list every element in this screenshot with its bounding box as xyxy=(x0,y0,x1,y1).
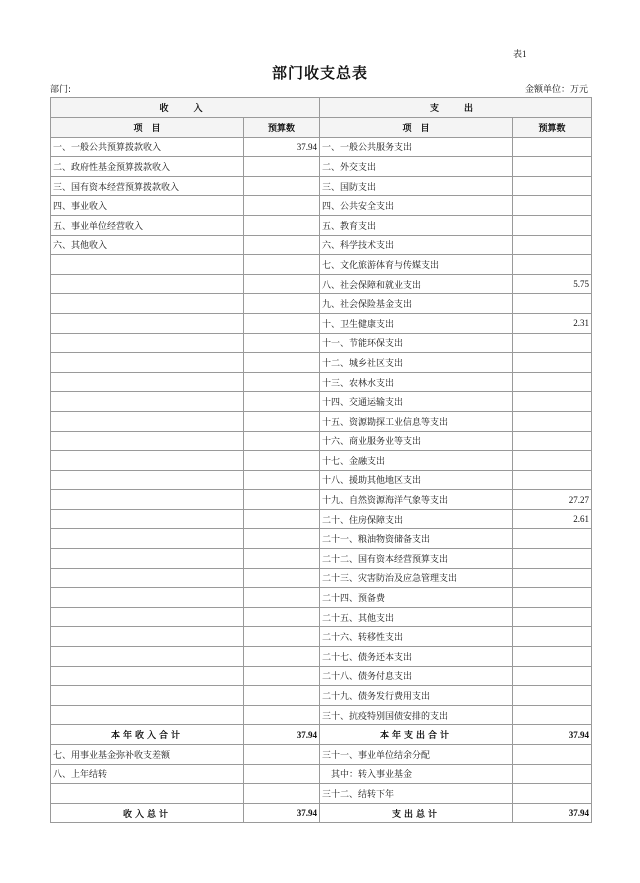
income-amount-cell xyxy=(244,294,320,314)
table-row xyxy=(51,784,592,804)
expense-item-cell: 二十、住房保障支出 xyxy=(320,509,513,529)
income-total-value: 37.94 xyxy=(244,725,320,745)
income-budget-header: 预算数 xyxy=(244,118,320,138)
expense-amount-cell xyxy=(513,137,592,157)
income-amount-cell xyxy=(244,647,320,667)
expense-item-cell: 二十七、债务还本支出 xyxy=(320,647,513,667)
expense-amount-cell xyxy=(513,215,592,235)
income-header: 收 入 xyxy=(51,98,320,118)
expense-total-label: 本年支出合计 xyxy=(320,725,513,745)
income-item-cell xyxy=(51,647,244,667)
expense-item-cell: 三十二、结转下年 xyxy=(320,784,513,804)
table-row xyxy=(51,647,592,667)
expense-amount-cell: 2.31 xyxy=(513,313,592,333)
income-amount-cell xyxy=(244,470,320,490)
income-item-cell xyxy=(51,784,244,804)
income-amount-cell xyxy=(244,392,320,412)
budget-summary-table xyxy=(50,97,592,823)
income-item-cell xyxy=(51,490,244,510)
expense-amount-cell xyxy=(513,686,592,706)
income-item-header: 项 目 xyxy=(51,118,244,138)
expense-item-cell: 六、科学技术支出 xyxy=(320,235,513,255)
table-row xyxy=(51,705,592,725)
expense-item-cell: 八、社会保障和就业支出 xyxy=(320,274,513,294)
table-row xyxy=(51,470,592,490)
table-row xyxy=(51,176,592,196)
income-item-cell xyxy=(51,333,244,353)
table-row xyxy=(51,196,592,216)
expense-amount-cell xyxy=(513,392,592,412)
expense-amount-cell xyxy=(513,431,592,451)
table-row xyxy=(51,764,592,784)
income-item-cell xyxy=(51,588,244,608)
year-total-row xyxy=(51,725,592,745)
table-row xyxy=(51,509,592,529)
expense-item-cell: 二十一、粮油物资储备支出 xyxy=(320,529,513,549)
income-total-label: 收入总计 xyxy=(51,803,244,823)
expense-item-cell: 二、外交支出 xyxy=(320,157,513,177)
expense-budget-header: 预算数 xyxy=(513,118,592,138)
income-amount-cell xyxy=(244,607,320,627)
expense-amount-cell xyxy=(513,176,592,196)
income-amount-cell xyxy=(244,235,320,255)
expense-item-cell: 二十四、预备费 xyxy=(320,588,513,608)
income-amount-cell xyxy=(244,509,320,529)
expense-amount-cell: 27.27 xyxy=(513,490,592,510)
expense-item-cell: 三十、抗疫特别国债安排的支出 xyxy=(320,705,513,725)
expense-header: 支 出 xyxy=(320,98,592,118)
table-row xyxy=(51,333,592,353)
income-amount-cell xyxy=(244,764,320,784)
income-item-cell: 三、国有资本经营预算拨款收入 xyxy=(51,176,244,196)
income-amount-cell xyxy=(244,196,320,216)
income-amount-cell xyxy=(244,431,320,451)
expense-amount-cell xyxy=(513,647,592,667)
table-row xyxy=(51,255,592,275)
income-amount-cell: 37.94 xyxy=(244,137,320,157)
expense-total-label: 支出总计 xyxy=(320,803,513,823)
income-item-cell xyxy=(51,509,244,529)
income-item-cell xyxy=(51,372,244,392)
income-item-cell: 一、一般公共预算拨款收入 xyxy=(51,137,244,157)
expense-amount-cell xyxy=(513,294,592,314)
income-amount-cell xyxy=(244,372,320,392)
expense-item-cell: 四、公共安全支出 xyxy=(320,196,513,216)
expense-item-cell: 三、国防支出 xyxy=(320,176,513,196)
expense-amount-cell: 5.75 xyxy=(513,274,592,294)
income-item-cell xyxy=(51,627,244,647)
expense-item-cell: 十五、资源勘探工业信息等支出 xyxy=(320,411,513,431)
expense-amount-cell xyxy=(513,255,592,275)
table-row xyxy=(51,490,592,510)
unit-label: 金额单位：万元 xyxy=(524,85,588,95)
expense-item-cell: 十八、援助其他地区支出 xyxy=(320,470,513,490)
expense-amount-cell xyxy=(513,784,592,804)
income-item-cell xyxy=(51,353,244,373)
column-header-row xyxy=(51,118,592,138)
expense-amount-cell xyxy=(513,451,592,471)
section-header-row xyxy=(51,98,592,118)
income-item-cell xyxy=(51,313,244,333)
income-amount-cell xyxy=(244,157,320,177)
income-amount-cell xyxy=(244,353,320,373)
income-amount-cell xyxy=(244,313,320,333)
income-item-cell xyxy=(51,392,244,412)
income-item-cell xyxy=(51,411,244,431)
table-row xyxy=(51,274,592,294)
expense-item-cell: 二十五、其他支出 xyxy=(320,607,513,627)
expense-item-cell: 十四、交通运输支出 xyxy=(320,392,513,412)
expense-item-cell: 其中：转入事业基金 xyxy=(320,764,513,784)
expense-item-cell: 一、一般公共服务支出 xyxy=(320,137,513,157)
expense-amount-cell xyxy=(513,529,592,549)
income-item-cell xyxy=(51,686,244,706)
table-row xyxy=(51,294,592,314)
income-item-cell: 八、上年结转 xyxy=(51,764,244,784)
table-row xyxy=(51,666,592,686)
expense-amount-cell xyxy=(513,588,592,608)
expense-item-cell: 十一、节能环保支出 xyxy=(320,333,513,353)
income-amount-cell xyxy=(244,686,320,706)
table-row xyxy=(51,549,592,569)
table-row xyxy=(51,313,592,333)
table-row xyxy=(51,137,592,157)
expense-amount-cell xyxy=(513,470,592,490)
expense-amount-cell xyxy=(513,666,592,686)
expense-amount-cell xyxy=(513,353,592,373)
income-item-cell xyxy=(51,255,244,275)
income-amount-cell xyxy=(244,666,320,686)
expense-item-cell: 十七、金融支出 xyxy=(320,451,513,471)
income-amount-cell xyxy=(244,490,320,510)
income-amount-cell xyxy=(244,333,320,353)
expense-amount-cell xyxy=(513,333,592,353)
table-row xyxy=(51,353,592,373)
income-amount-cell xyxy=(244,549,320,569)
income-item-cell xyxy=(51,666,244,686)
table-row xyxy=(51,215,592,235)
income-item-cell xyxy=(51,705,244,725)
table-row xyxy=(51,745,592,765)
expense-amount-cell xyxy=(513,607,592,627)
expense-item-cell: 十九、自然资源海洋气象等支出 xyxy=(320,490,513,510)
income-amount-cell xyxy=(244,705,320,725)
department-label: 部门: xyxy=(50,85,72,95)
expense-amount-cell xyxy=(513,764,592,784)
income-item-cell: 二、政府性基金预算拨款收入 xyxy=(51,157,244,177)
income-amount-cell xyxy=(244,784,320,804)
income-total-label: 本年收入合计 xyxy=(51,725,244,745)
income-item-cell xyxy=(51,607,244,627)
expense-amount-cell xyxy=(513,549,592,569)
expense-amount-cell xyxy=(513,627,592,647)
table-row xyxy=(51,431,592,451)
income-amount-cell xyxy=(244,745,320,765)
income-item-cell xyxy=(51,529,244,549)
table-row xyxy=(51,235,592,255)
table-row xyxy=(51,588,592,608)
income-item-cell xyxy=(51,451,244,471)
expense-item-cell: 七、文化旅游体育与传媒支出 xyxy=(320,255,513,275)
expense-amount-cell xyxy=(513,705,592,725)
income-amount-cell xyxy=(244,176,320,196)
expense-item-cell: 二十八、债务付息支出 xyxy=(320,666,513,686)
income-amount-cell xyxy=(244,411,320,431)
expense-item-cell: 二十三、灾害防治及应急管理支出 xyxy=(320,568,513,588)
income-amount-cell xyxy=(244,627,320,647)
income-amount-cell xyxy=(244,588,320,608)
expense-total-value: 37.94 xyxy=(513,803,592,823)
table-row xyxy=(51,529,592,549)
expense-amount-cell: 2.61 xyxy=(513,509,592,529)
expense-item-cell: 三十一、事业单位结余分配 xyxy=(320,745,513,765)
expense-item-cell: 十六、商业服务业等支出 xyxy=(320,431,513,451)
expense-amount-cell xyxy=(513,411,592,431)
expense-item-cell: 二十九、债务发行费用支出 xyxy=(320,686,513,706)
income-item-cell: 五、事业单位经营收入 xyxy=(51,215,244,235)
income-amount-cell xyxy=(244,451,320,471)
income-item-cell: 四、事业收入 xyxy=(51,196,244,216)
income-item-cell xyxy=(51,568,244,588)
expense-item-cell: 二十六、转移性支出 xyxy=(320,627,513,647)
expense-item-cell: 十三、农林水支出 xyxy=(320,372,513,392)
income-amount-cell xyxy=(244,568,320,588)
expense-amount-cell xyxy=(513,372,592,392)
expense-amount-cell xyxy=(513,745,592,765)
expense-total-value: 37.94 xyxy=(513,725,592,745)
page-title: 部门收支总表 xyxy=(271,64,368,82)
expense-amount-cell xyxy=(513,157,592,177)
income-item-cell: 六、其他收入 xyxy=(51,235,244,255)
expense-amount-cell xyxy=(513,196,592,216)
table-number: 表1 xyxy=(513,49,527,59)
table-row xyxy=(51,411,592,431)
table-row xyxy=(51,372,592,392)
expense-amount-cell xyxy=(513,235,592,255)
income-amount-cell xyxy=(244,255,320,275)
income-item-cell: 七、用事业基金弥补收支差额 xyxy=(51,745,244,765)
table-row xyxy=(51,627,592,647)
table-row xyxy=(51,157,592,177)
table-row xyxy=(51,392,592,412)
expense-item-header: 项 目 xyxy=(320,118,513,138)
income-item-cell xyxy=(51,431,244,451)
income-amount-cell xyxy=(244,274,320,294)
income-item-cell xyxy=(51,294,244,314)
expense-item-cell: 十二、城乡社区支出 xyxy=(320,353,513,373)
expense-item-cell: 十、卫生健康支出 xyxy=(320,313,513,333)
table-row xyxy=(51,607,592,627)
table-row xyxy=(51,686,592,706)
income-amount-cell xyxy=(244,529,320,549)
expense-item-cell: 五、教育支出 xyxy=(320,215,513,235)
income-total-value: 37.94 xyxy=(244,803,320,823)
table-row xyxy=(51,451,592,471)
table-row xyxy=(51,568,592,588)
income-item-cell xyxy=(51,274,244,294)
grand-total-row xyxy=(51,803,592,823)
expense-amount-cell xyxy=(513,568,592,588)
income-item-cell xyxy=(51,549,244,569)
expense-item-cell: 二十二、国有资本经营预算支出 xyxy=(320,549,513,569)
expense-item-cell: 九、社会保险基金支出 xyxy=(320,294,513,314)
income-item-cell xyxy=(51,470,244,490)
income-amount-cell xyxy=(244,215,320,235)
